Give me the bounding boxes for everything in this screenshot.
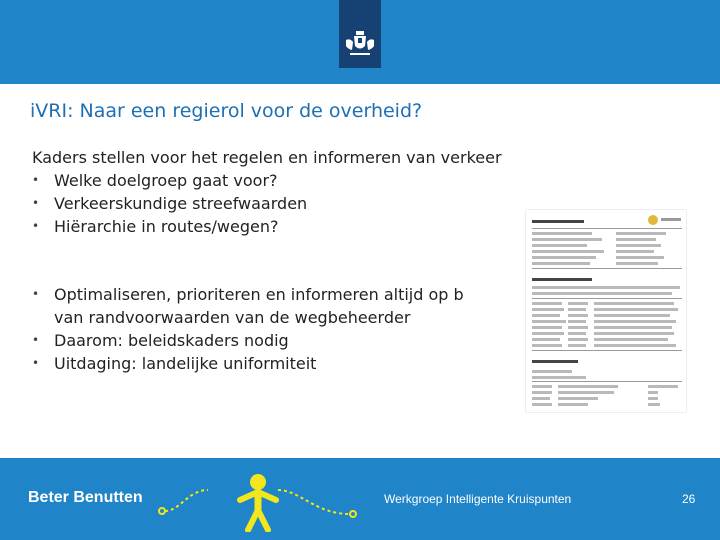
top-band (0, 0, 720, 84)
bullet-item: • Welke doelgroep gaat voor? (32, 169, 512, 192)
footer-workgroup: Werkgroep Intelligente Kruispunten (384, 492, 572, 506)
bullet-item: • Hiërarchie in routes/wegen? (32, 215, 512, 238)
bullet-continuation: van randvoorwaarden van de wegbeheerder (54, 308, 411, 327)
government-logo (339, 0, 381, 68)
intro-line: Kaders stellen voor het regelen en informeren van verkeer (32, 148, 502, 167)
coat-of-arms-icon (344, 30, 376, 58)
footer-brand: Beter Benutten (28, 489, 143, 506)
bullet-item: • Uitdaging: landelijke uniformiteit (32, 352, 512, 375)
bullet-item: • Optimaliseren, prioriteren en informeren altijd op b (32, 283, 512, 306)
bullet-item: • Daarom: beleidskaders nodig (32, 329, 512, 352)
slide-title: iVRI: Naar een regierol voor de overheid? (30, 100, 423, 122)
slide-body (32, 146, 512, 375)
footer-band (0, 458, 720, 540)
page-number: 26 (682, 492, 696, 506)
document-thumbnail (526, 210, 686, 412)
bullet-item: • Verkeerskundige streefwaarden (32, 192, 512, 215)
document-logo-icon (646, 213, 686, 227)
walking-figure-icon (150, 468, 380, 532)
